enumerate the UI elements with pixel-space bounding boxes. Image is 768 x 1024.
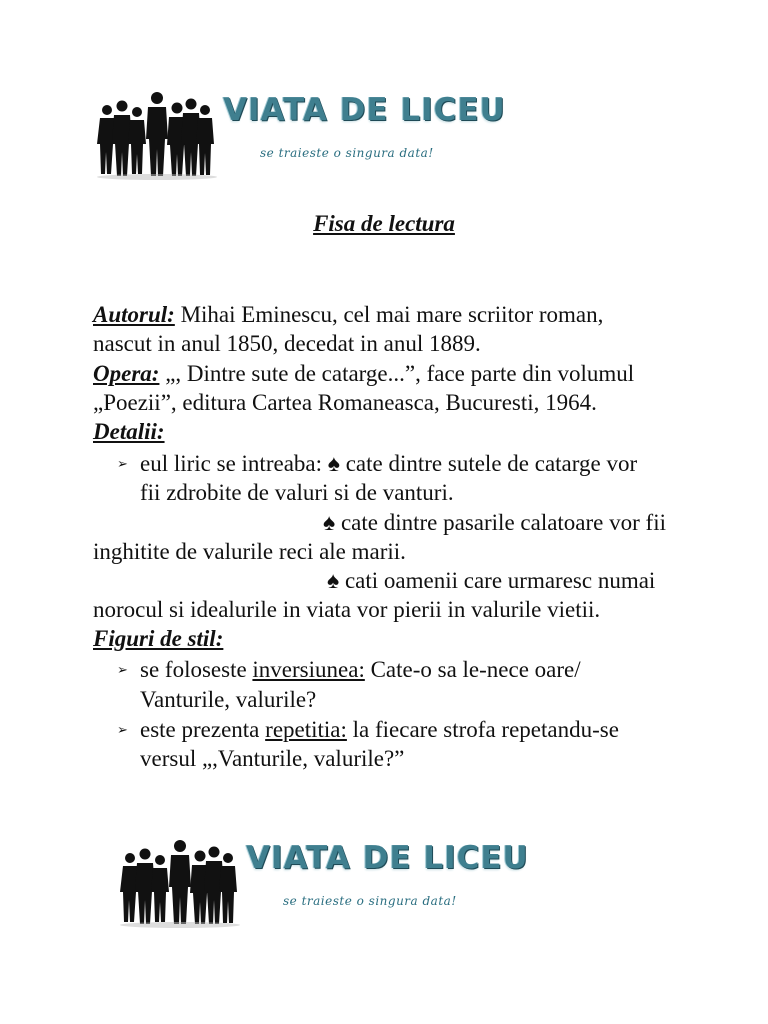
bullet-arrow-icon: ➢: [117, 662, 128, 677]
logo-slogan: se traieste o singura data!: [260, 146, 434, 160]
logo-viata-de-liceu-bottom: [118, 838, 558, 928]
logo-viata-de-liceu-top: [95, 90, 535, 180]
figuri-item-1-line-1: [140, 656, 581, 684]
figuri-label: Figuri de stil:: [93, 626, 224, 651]
detalii-bullet-2-line-2: inghitite de valurile reci ale marii.: [93, 539, 406, 564]
figuri-item-1-post: Cate-o sa le-nece oare/: [364, 657, 581, 682]
opera-line-1: [93, 360, 634, 388]
detalii-label: Detalii:: [93, 419, 165, 444]
figuri-item-2-pre: este prezenta: [140, 717, 266, 742]
detalii-bullet-1-line-1: eul liric se intreaba: ♠ cate dintre sutele de catarge vor: [140, 451, 638, 476]
detalii-bullet-3-line-1: ♠ cati oamenii care urmaresc numai: [327, 568, 656, 593]
silhouette-crowd-icon: [95, 90, 225, 180]
figuri-item-2-post: la fiecare strofa repetandu-se: [346, 717, 619, 742]
detalii-bullet-1-line-2: fii zdrobite de valuri si de vanturi.: [140, 480, 454, 505]
autorul-text-1: Mihai Eminescu, cel mai mare scriitor roman,: [174, 302, 604, 327]
detalii-bullet-2-line-1: ♠ cate dintre pasarile calatoare vor fii: [323, 510, 666, 535]
bullet-arrow-icon: ➢: [117, 456, 128, 471]
bullet-arrow-icon: ➢: [117, 722, 128, 737]
autorul-line-2: nascut in anul 1850, decedat in anul 1889.: [93, 331, 481, 356]
opera-line-2: „Poezii”, editura Cartea Romaneasca, Bucuresti, 1964.: [93, 390, 597, 415]
figuri-item-1-pre: se foloseste: [140, 657, 253, 682]
figuri-item-1-line-2: Vanturile, valurile?: [140, 687, 317, 712]
logo-title: VIATA DE LICEU: [246, 840, 529, 876]
figuri-term-inversiunea: inversiunea:: [252, 657, 365, 682]
autorul-line-1: [93, 301, 603, 329]
silhouette-crowd-icon: [118, 838, 248, 928]
detalii-bullet-3-line-2: norocul si idealurile in viata vor pierii in valurile vietii.: [93, 597, 601, 622]
figuri-term-repetitia: repetitia:: [265, 717, 347, 742]
logo-slogan: se traieste o singura data!: [283, 894, 457, 908]
opera-label: Opera:: [93, 361, 160, 386]
page-title: Fisa de lectura: [313, 211, 455, 236]
opera-text-1: „, Dintre sute de catarge...”, face parte din volumul: [159, 361, 635, 386]
logo-title: VIATA DE LICEU: [223, 92, 506, 128]
figuri-item-2-line-2: versul „,Vanturile, valurile?”: [140, 746, 405, 771]
autorul-label: Autorul:: [93, 302, 175, 327]
figuri-item-2-line-1: [140, 716, 619, 744]
